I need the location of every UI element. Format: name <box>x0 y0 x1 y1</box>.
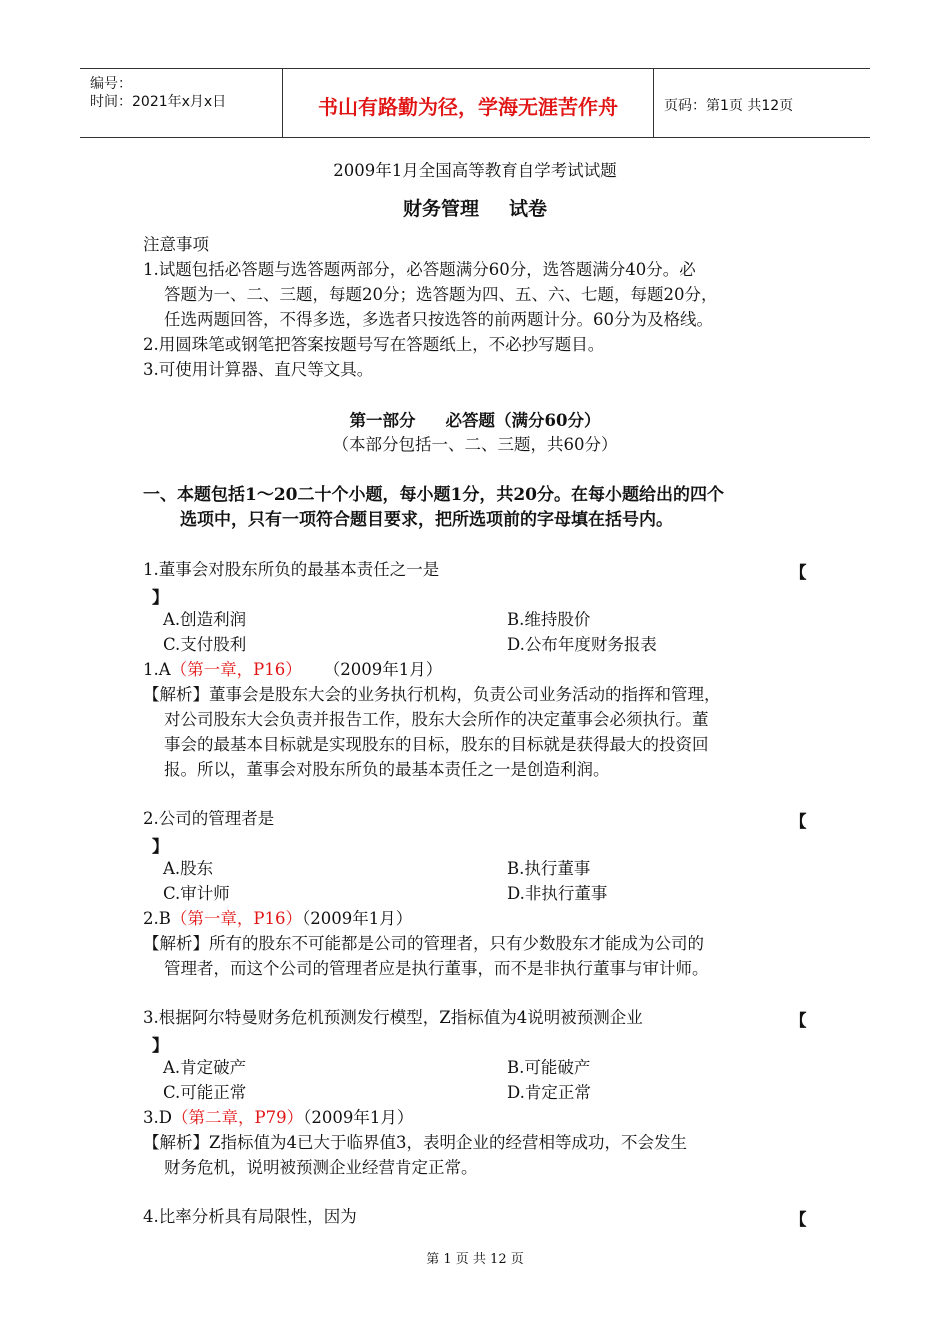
exam-title: 2009年1月全国高等教育自学考试试题 <box>333 161 617 180</box>
part1-note: （本部分包括一、二、三题，共60分） <box>332 435 618 454</box>
header-page-info: 页码：第1页 共12页 <box>664 98 794 114</box>
notes-item: 答题为一、二、三题，每题20分；选答题为四、五、六、七题，每题20分， <box>164 285 718 304</box>
serial-label: 编号： <box>90 76 132 92</box>
answer-bracket-close: 】 <box>152 837 169 856</box>
question-stem: 1.董事会对股东所负的最基本责任之一是 <box>143 560 440 579</box>
header-meta-cell <box>80 69 283 137</box>
answer-bracket-open: 【 <box>790 563 807 582</box>
answer-date: （2009年1月） <box>303 1108 414 1127</box>
option-d: D.非执行董事 <box>507 884 608 903</box>
question-stem: 2.公司的管理者是 <box>143 809 275 828</box>
answer-line <box>143 659 442 681</box>
header-motto-cell <box>283 69 654 137</box>
option-a: A.肯定破产 <box>163 1058 247 1077</box>
notes-item: 3.可使用计算器、直尺等文具。 <box>143 360 374 379</box>
subject-name: 财务管理 <box>402 198 479 220</box>
option-c: C.审计师 <box>163 884 230 903</box>
analysis-line: 【解析】董事会是股东大会的业务执行机构，负责公司业务活动的指挥和管理， <box>143 685 721 704</box>
paper-label: 试卷 <box>509 198 548 220</box>
option-c: C.支付股利 <box>163 635 247 654</box>
option-d: D.肯定正常 <box>507 1083 591 1102</box>
section1-instruction: 选项中，只有一项符合题目要求，把所选项前的字母填在括号内。 <box>180 510 673 530</box>
option-c: C.可能正常 <box>163 1083 247 1102</box>
analysis-line: 【解析】所有的股东不可能都是公司的管理者，只有少数股东才能成为公司的 <box>143 934 704 953</box>
answer-line <box>143 908 412 930</box>
answer-bracket-open: 【 <box>790 812 807 831</box>
header-page-cell <box>654 69 870 137</box>
answer-key: 3.D <box>143 1108 172 1127</box>
answer-reference: （第一章，P16） <box>170 660 302 679</box>
page-header <box>80 68 870 138</box>
answer-bracket-open: 【 <box>790 1210 807 1229</box>
answer-line <box>143 1107 413 1129</box>
answer-reference: （第一章，P16） <box>170 909 302 928</box>
answer-bracket-close: 】 <box>152 588 169 607</box>
page-footer: 第 1 页 共 12 页 <box>426 1252 524 1267</box>
header-motto: 书山有路勤为径，学海无涯苦作舟 <box>318 95 618 119</box>
answer-key: 2.B <box>143 909 171 928</box>
option-a: A.股东 <box>163 859 214 878</box>
part1-title: 必答题（满分60分） <box>445 411 601 430</box>
analysis-line: 财务危机，说明被预测企业经营肯定正常。 <box>164 1158 478 1177</box>
notes-heading: 注意事项 <box>143 235 209 254</box>
analysis-line: 报。所以，董事会对股东所负的最基本责任之一是创造利润。 <box>164 760 610 779</box>
answer-date: （2009年1月） <box>301 909 413 928</box>
option-b: B.可能破产 <box>507 1058 591 1077</box>
option-d: D.公布年度财务报表 <box>507 635 657 654</box>
analysis-line: 事会的最基本目标就是实现股东的目标，股东的目标就是获得最大的投资回 <box>164 735 709 754</box>
part1-heading <box>0 410 950 432</box>
notes-item: 1.试题包括必答题与选答题两部分，必答题满分60分，选答题满分40分。必 <box>143 260 696 279</box>
paper-title <box>0 198 950 220</box>
option-b: B.执行董事 <box>507 859 591 878</box>
answer-date: （2009年1月） <box>323 660 443 679</box>
analysis-line: 【解析】Z指标值为4已大于临界值3，表明企业的经营相等成功，不会发生 <box>143 1133 687 1152</box>
question-stem: 3.根据阿尔特曼财务危机预测发行模型，Z指标值为4说明被预测企业 <box>143 1008 643 1027</box>
option-b: B.维持股价 <box>507 610 591 629</box>
option-a: A.创造利润 <box>163 610 247 629</box>
notes-item: 2.用圆珠笔或钢笔把答案按题号写在答题纸上，不必抄写题目。 <box>143 335 605 354</box>
answer-bracket-close: 】 <box>152 1036 169 1055</box>
time-label: 时间：2021年x月x日 <box>90 94 227 110</box>
question-stem: 4.比率分析具有局限性，因为 <box>143 1207 357 1226</box>
answer-bracket-open: 【 <box>790 1011 807 1030</box>
part1-label: 第一部分 <box>349 411 416 430</box>
analysis-line: 对公司股东大会负责并报告工作，股东大会所作的决定董事会必须执行。董 <box>164 710 709 729</box>
answer-key: 1.A <box>143 660 171 679</box>
section1-instruction: 一、本题包括1～20二十个小题，每小题1分，共20分。在每小题给出的四个 <box>143 485 724 505</box>
analysis-line: 管理者，而这个公司的管理者应是执行董事，而不是非执行董事与审计师。 <box>164 959 709 978</box>
answer-reference: （第二章，P79） <box>171 1108 304 1127</box>
notes-item: 任选两题回答，不得多选，多选者只按选答的前两题计分。60分为及格线。 <box>164 310 713 329</box>
